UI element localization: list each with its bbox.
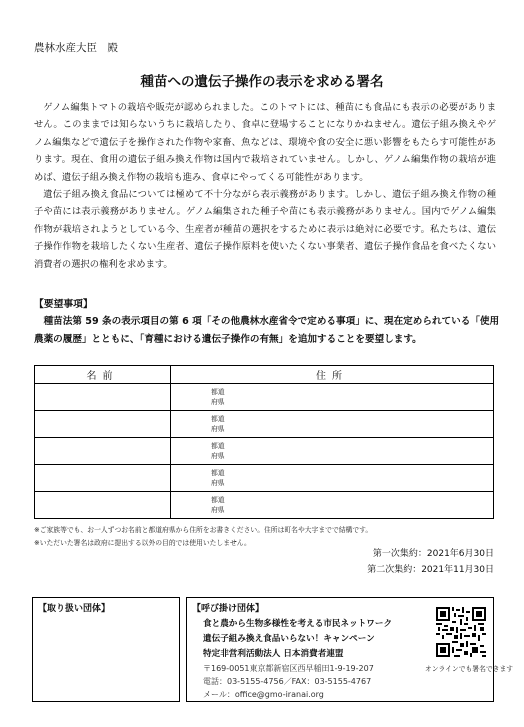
name-field[interactable]: [35, 411, 171, 438]
petition-title: 種苗への遺伝子操作の表示を求める署名: [140, 74, 384, 90]
deadline-second: 第二次集約：2021年11月30日: [367, 565, 494, 575]
prefecture-label: 都道 府県: [211, 496, 225, 514]
signature-table: [34, 365, 494, 519]
handling-heading: 【取り扱い団体】: [38, 604, 111, 614]
deadline-first: 第一次集約：2021年6月30日: [372, 549, 494, 559]
note-family: ※ご家族等でも、お一人ずつお名前と都道府県から住所をお書きください。住所は町名や大字までで結構です。: [34, 526, 373, 534]
address-field[interactable]: [171, 438, 494, 465]
prefecture-label: 都道 府県: [211, 415, 225, 433]
signature-row: [35, 411, 494, 438]
name-field[interactable]: [35, 438, 171, 465]
note-usage: ※いただいた署名は政府に提出する以外の目的では使用いたしません。: [34, 539, 251, 547]
handling-organization-box: [32, 597, 180, 702]
request-heading: 【要望事項】: [34, 299, 93, 310]
prefecture-label: 都道 府県: [211, 469, 225, 487]
signature-row: [35, 384, 494, 411]
address-field[interactable]: [171, 492, 494, 519]
prefecture-label: 都道 府県: [211, 442, 225, 460]
name-field[interactable]: [35, 465, 171, 492]
organizer-heading: 【呼び掛け団体】: [192, 604, 265, 614]
addressee: 農林水産大臣 殿: [34, 42, 118, 54]
prefecture-label: 都道 府県: [211, 388, 225, 406]
address-field[interactable]: [171, 465, 494, 492]
qr-code-icon[interactable]: [436, 607, 486, 657]
signature-row: [35, 438, 494, 465]
organizer-address: 〒169-0051東京都新宿区西早稲田1-9-19-207: [203, 664, 374, 673]
organizer-email[interactable]: メール：office@gmo-iranai.org: [203, 690, 324, 699]
name-column-header: 名前: [35, 366, 171, 384]
request-text: 種苗法第 59 条の表示項目の第 6 項「その他農林水産省令で定める事項」に、現在定められている「使用農薬の履歴」とともに、「育種における遺伝子操作の有無」を追加することを要望します。: [34, 316, 500, 345]
organizer-name: 食と農から生物多様性を考える市民ネットワーク: [203, 619, 393, 629]
signature-row: [35, 492, 494, 519]
organizer-name: 特定非営利活動法人 日本消費者連盟: [203, 649, 344, 659]
address-field[interactable]: [171, 411, 494, 438]
organizer-name: 遺伝子組み換え食品いらない！キャンペーン: [203, 634, 375, 644]
organizer-phone: 電話：03-5155-4756／FAX：03-5155-4767: [203, 677, 372, 686]
body-paragraph: 遺伝子組み換え食品については極めて不十分ながら表示義務があります。しかし、遺伝子組み換え作物の種子や苗には表示義務がありません。ゲノム編集された種子や苗にも表示義務がありません。国内でゲノム編集作物が栽培されようとしている今、生産者が種苗の選択をするために表示は絶対に必要です。私たちは、遺伝子操作作物を栽培したくない生産者、遺伝子操作原料を使いたくない事業者、遺伝子操作食品を食べたくない消費者の選択の権利を求めます。: [34, 189, 496, 270]
address-field[interactable]: [171, 384, 494, 411]
petition-body: [34, 99, 496, 273]
name-field[interactable]: [35, 492, 171, 519]
address-column-header: 住所: [171, 366, 494, 384]
body-paragraph: ゲノム編集トマトの栽培や販売が認められました。このトマトには、種苗にも食品にも表示の必要がありません。このままでは知らないうちに栽培したり、食卓に登場することになりかねません。遺伝子組み換えやゲノム編集などで遺伝子を操作された作物や家畜、魚などは、環境や食の安全に悪い影響をもたらす可能性があります。現在、食用の遺伝子組み換え作物は国内で栽培されていません。しかし、ゲノム編集作物の栽培が進めば、遺伝子組み換え作物の栽培も進み、食卓にやってくる可能性があります。: [34, 102, 496, 183]
name-field[interactable]: [35, 384, 171, 411]
qr-caption: オンラインでも署名できます: [424, 665, 514, 673]
signature-row: [35, 465, 494, 492]
